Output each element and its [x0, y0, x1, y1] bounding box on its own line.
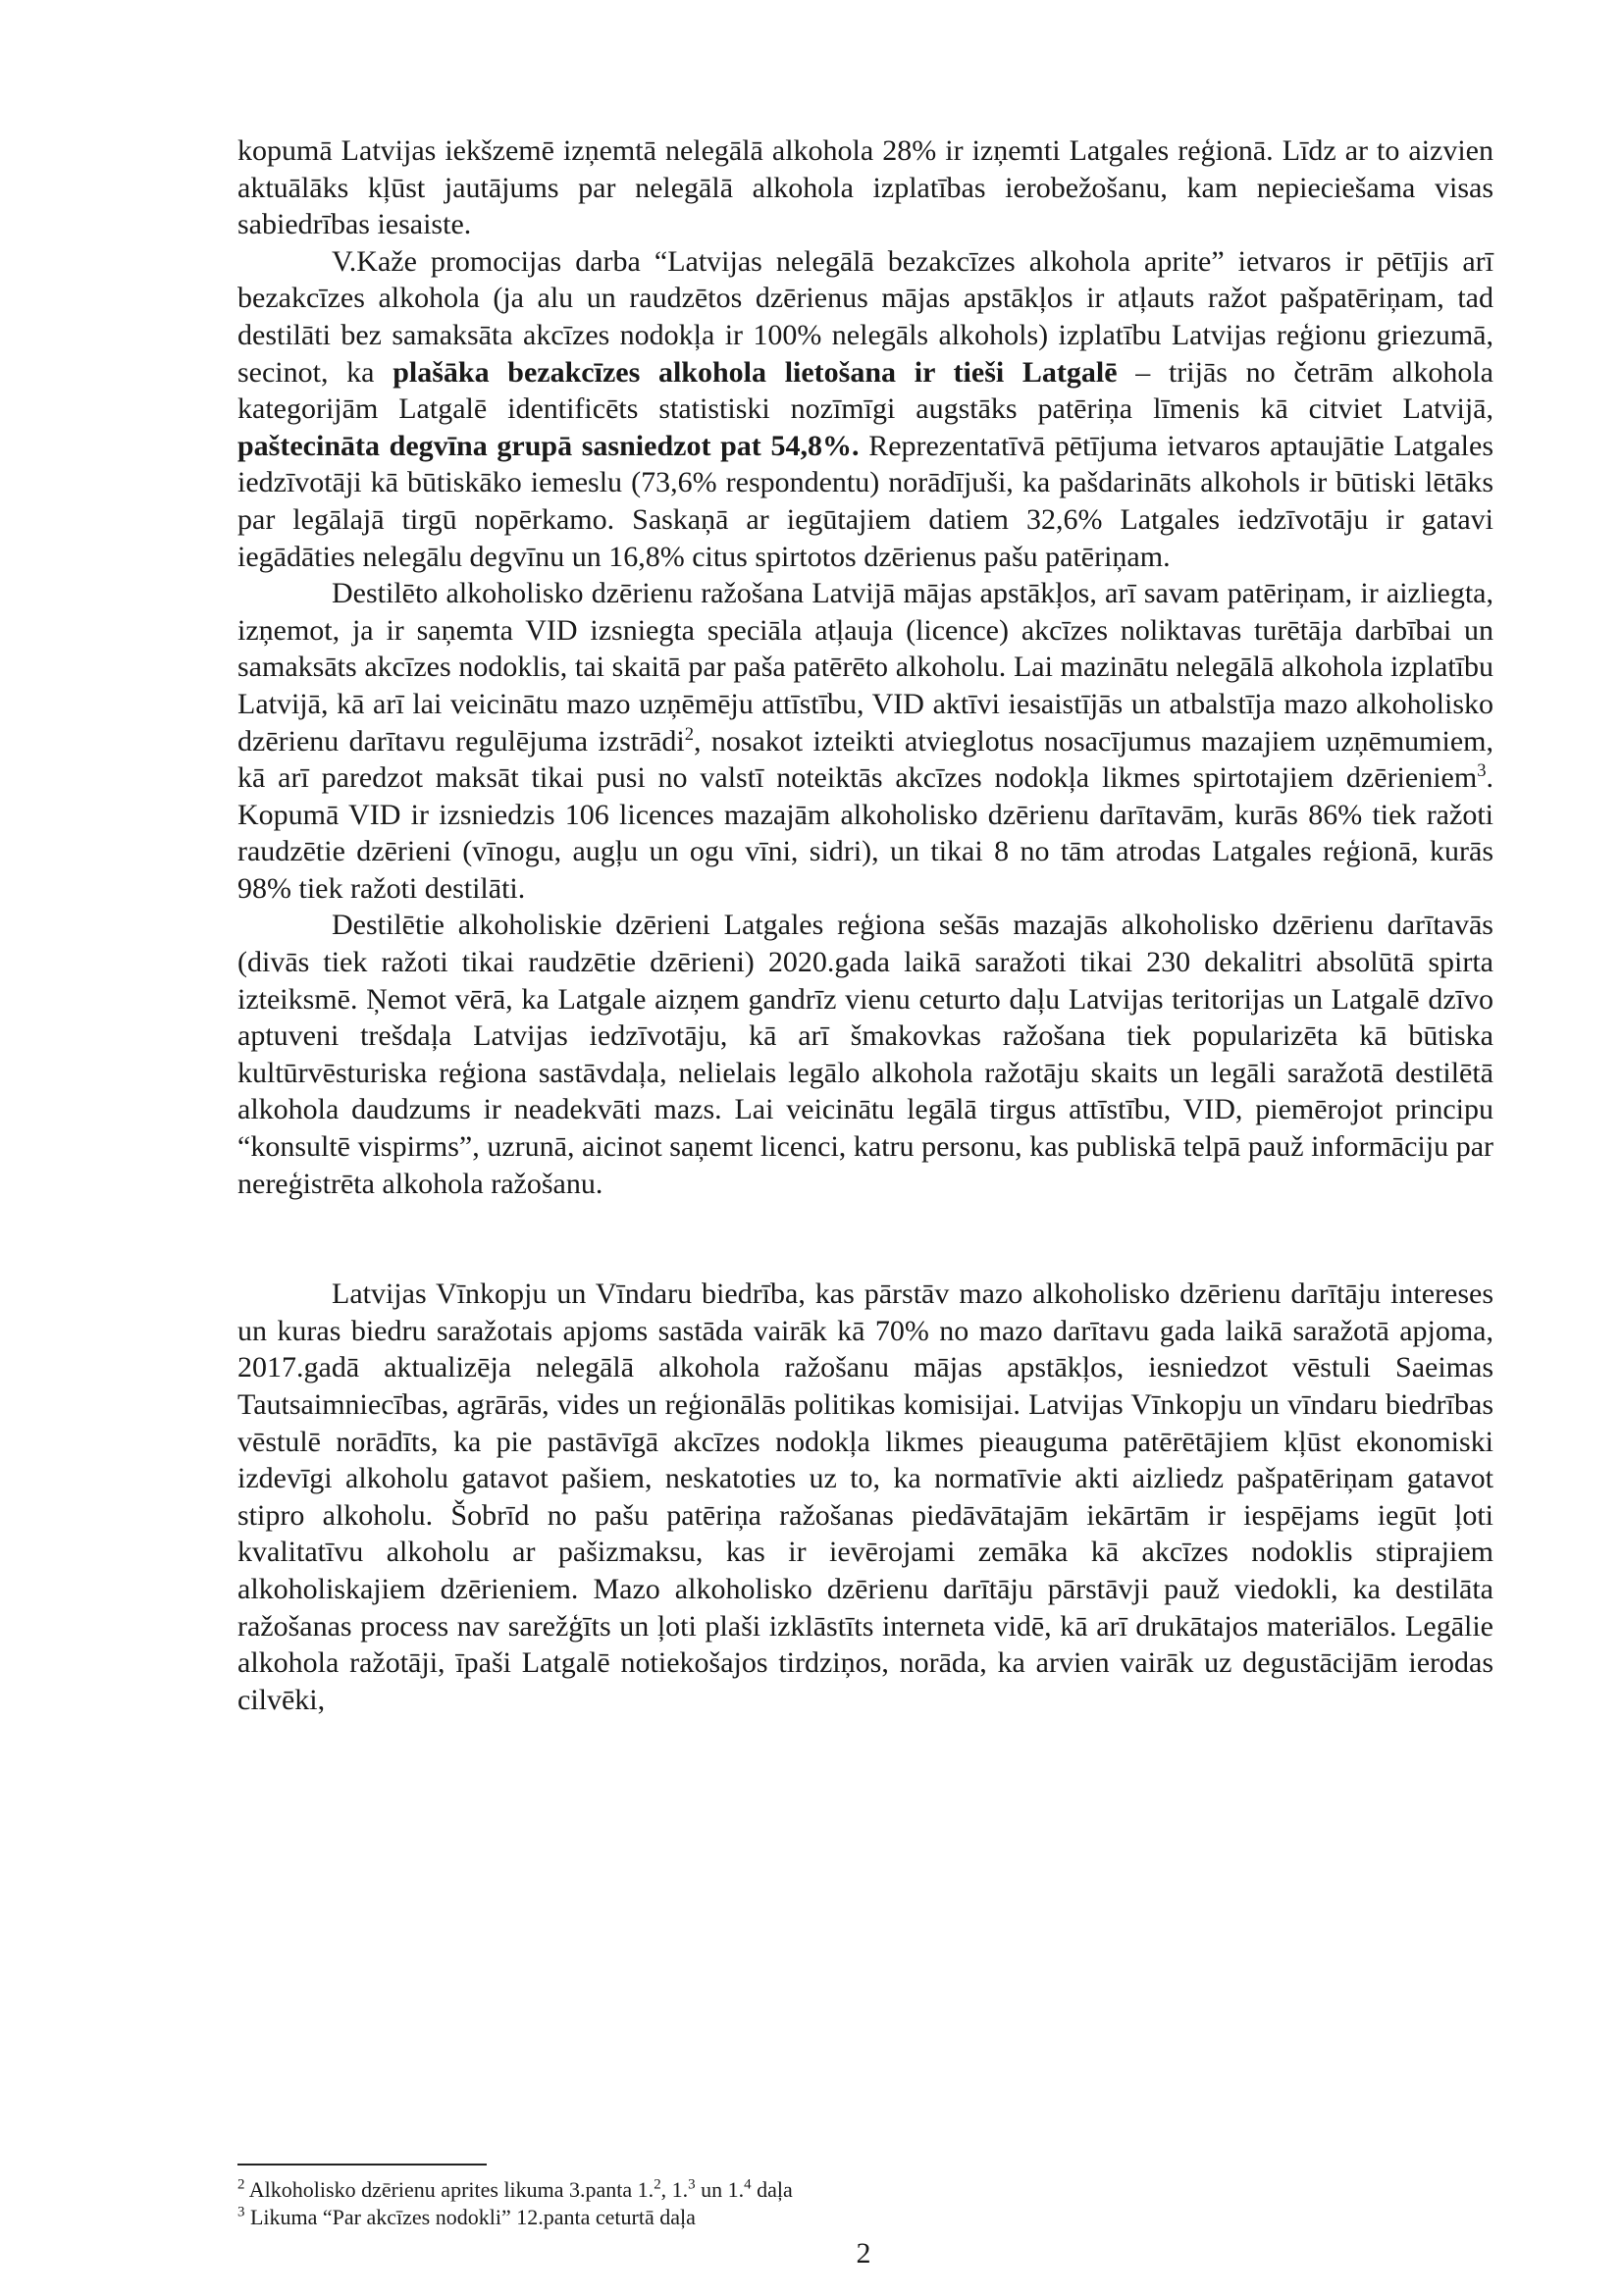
- paragraph-1-text: kopumā Latvijas iekšzemē izņemtā nelegālā alkohola 28% ir izņemti Latgales reģionā. Līdz ar to aizvien aktuālāks kļūst jautājums par nelegālā alkohola izplatības ierobežošanu, kam nepieciešama visas sabiedrības iesaiste.: [237, 134, 1493, 241]
- body-text: [237, 132, 1493, 1718]
- footnote-ref-2[interactable]: 2: [684, 723, 695, 745]
- footnote-separator: [237, 2164, 487, 2166]
- footnote-2-text: Alkoholisko dzērienu aprites likuma 3.panta 1.: [248, 2177, 654, 2202]
- paragraph-2-text: V.Kaže promocijas darba “Latvijas nelegālā bezakcīzes alkohola aprite” ietvaros ir pētījis arī bezakcīzes alkohola (ja alu un raudzētos dzērienus mājas apstākļos ir atļauts ražot pašpatēriņam, tad destilāti bez samaksāta akcīzes nodokļa ir 100% nelegāls alkohols) izplatību Latvijas reģionu griezumā, secinot, ka: [237, 244, 1493, 389]
- paragraph-3-text-cont: , nosakot izteikti atvieglotus nosacījumus mazajiem uzņēmumiem, kā arī paredzot maksāt tikai pusi no valstī noteiktās akcīzes nodokļa likmes spirtotajiem dzērieniem: [237, 724, 1493, 795]
- paragraph-3: [237, 575, 1493, 907]
- footnote-2-sup-a: 2: [654, 2176, 661, 2193]
- footnote-2-sup-c: 4: [744, 2176, 752, 2193]
- footnote-2: [237, 2176, 1493, 2204]
- paragraph-1: [237, 132, 1493, 243]
- footnote-2-text-cont-2: un 1.: [695, 2177, 745, 2202]
- footnote-2-text-end: daļa: [751, 2177, 793, 2202]
- footnote-2-number: 2: [237, 2176, 245, 2193]
- paragraph-2-text-end: Reprezentatīvā pētījuma ietvaros aptaujātie Latgales iedzīvotāji kā būtiskāko iemeslu (73,6% respondentu) norādījuši, ka pašdarināts alkohols ir būtiski lētāks par legālajā tirgū nopērkamo. Saskaņā ar iegūtajiem datiem 32,6% Latgales iedzīvotāju ir gatavi iegādāties nelegālu degvīnu un 16,8% citus spirtotos dzērienus pašu patēriņam.: [237, 429, 1493, 573]
- footnote-ref-3[interactable]: 3: [1477, 760, 1487, 782]
- footnote-3-number: 3: [237, 2204, 245, 2220]
- paragraph-5: [237, 1276, 1493, 1718]
- paragraph-2-bold-statistic: paštecināta degvīna grupā sasniedzot pat 54,8%.: [237, 429, 860, 462]
- paragraph-2: [237, 243, 1493, 575]
- footnote-2-text-cont: , 1.: [660, 2177, 689, 2202]
- footnote-3: [237, 2204, 1493, 2231]
- paragraph-2-bold-finding: plašāka bezakcīzes alkohola lietošana ir tieši Latgalē: [393, 355, 1118, 389]
- paragraph-3-text: Destilēto alkoholisko dzērienu ražošana Latvijā mājas apstākļos, arī savam patēriņam, ir aizliegta, izņemot, ja ir saņemta VID izsniegta speciāla atļauja (licence) akcīzes noliktavas turētāja darbībai un samaksāts akcīzes nodoklis, tai skaitā par paša patērēto alkoholu. Lai mazinātu nelegālā alkohola izplatību Latvijā, kā arī lai veicinātu mazo uzņēmēju attīstību, VID aktīvi iesaistījās un atbalstīja mazo alkoholisko dzērienu darītavu regulējuma izstrādi: [237, 577, 1493, 757]
- paragraph-5-text: Latvijas Vīnkopju un Vīndaru biedrība, kas pārstāv mazo alkoholisko dzērienu darītāju intereses un kuras biedru saražotais apjoms sastāda vairāk kā 70% no mazo darītavu gada laikā saražotā apjoma, 2017.gadā aktualizēja nelegālā alkohola ražošanu mājas apstākļos, iesniedzot vēstuli Saeimas Tautsaimniecības, agrārās, vides un reģionālās politikas komisijai. Latvijas Vīnkopju un vīndaru biedrības vēstulē norādīts, ka pie pastāvīgā akcīzes nodokļa likmes pieauguma patērētājiem kļūst ekonomiski izdevīgi alkoholu gatavot pašiem, neskatoties uz to, ka normatīvie akti aizliedz pašpatēriņam gatavot stipro alkoholu. Šobrīd no pašu patēriņa ražošanas piedāvātajām iekārtām ir iespējams iegūt ļoti kvalitatīvu alkoholu ar pašizmaksu, kas ir ievērojami zemāka kā akcīzes nodoklis stiprajiem alkoholiskajiem dzērieniem. Mazo alkoholisko dzērienu darītāju pārstāvji pauž viedokli, ka destilāta ražošanas process nav sarežģīts un ļoti plaši izklāstīts interneta vidē, kā arī drukātajos materiālos. Legālie alkohola ražotāji, īpaši Latgalē notiekošajos tirdziņos, norāda, ka arvien vairāk uz degustācijām ierodas cilvēki,: [237, 1278, 1493, 1716]
- footnotes: [237, 2176, 1493, 2231]
- paragraph-4-text: Destilētie alkoholiskie dzērieni Latgales reģiona sešās mazajās alkoholisko dzērienu darītavās (divās tiek ražoti tikai raudzētie dzērieni) 2020.gada laikā saražoti tikai 230 dekalitri absolūtā spirta izteiksmē. Ņemot vērā, ka Latgale aizņem gandrīz vienu ceturto daļu Latvijas teritorijas un Latgalē dzīvo aptuveni trešdaļa Latvijas iedzīvotāju, kā arī šmakovkas ražošana tiek popularizēta kā būtiska kultūrvēsturiska reģiona sastāvdaļa, nelielais legālo alkohola ražotāju skaits un legāli saražotā destilētā alkohola daudzums ir neadekvāti mazs. Lai veicinātu legālā tirgus attīstību, VID, piemērojot principu “konsultē vispirms”, uzrunā, aicinot saņemt licenci, katru personu, kas publiskā telpā pauž informāciju par nereģistrēta alkohola ražošanu.: [237, 909, 1493, 1200]
- footnote-2-sup-b: 3: [688, 2176, 696, 2193]
- paragraph-3-text-end: . Kopumā VID ir izsniedzis 106 licences mazajām alkoholisko dzērienu darītavām, kurās 86% tiek ražoti raudzētie dzērieni (vīnogu, augļu un ogu vīni, sidri), un tikai 8 no tām atrodas Latgales reģionā, kurās 98% tiek ražoti destilāti.: [237, 761, 1493, 905]
- footnote-3-text: Likuma “Par akcīzes nodokli” 12.panta ceturtā daļa: [249, 2205, 696, 2229]
- paragraph-2-text-cont: – trijās no četrām alkohola kategorijām Latgalē identificēts statistiski nozīmīgi augstāks patēriņa līmenis kā citviet Latvijā,: [237, 355, 1493, 426]
- page-number: 2: [856, 2237, 871, 2270]
- paragraph-4: [237, 907, 1493, 1202]
